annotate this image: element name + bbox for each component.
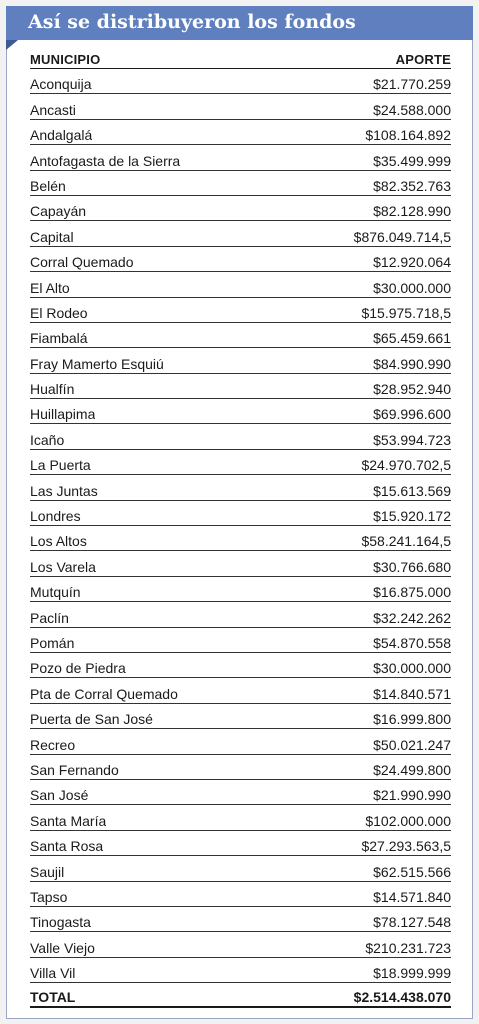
- aporte-cell: $21.770.259: [373, 76, 451, 93]
- aporte-cell: $53.994.723: [373, 431, 451, 448]
- table-row: [30, 348, 451, 373]
- aporte-cell: $16.875.000: [373, 584, 451, 601]
- municipio-cell: Villa Vil: [30, 965, 76, 982]
- table-row: [30, 171, 451, 196]
- aporte-cell: $876.049.714,5: [353, 228, 451, 245]
- municipio-cell: Huillapima: [30, 406, 96, 423]
- municipio-cell: Tinogasta: [30, 914, 91, 931]
- table-row: [30, 704, 451, 729]
- table-row: [30, 323, 451, 348]
- aporte-cell: $30.000.000: [373, 279, 451, 296]
- table-row: [30, 69, 451, 94]
- municipio-cell: Mutquín: [30, 584, 81, 601]
- table-row: [30, 501, 451, 526]
- municipio-cell: San Fernando: [30, 761, 119, 778]
- aporte-cell: $28.952.940: [373, 381, 451, 398]
- table-row: [30, 120, 451, 145]
- table-row: [30, 475, 451, 500]
- funds-table: [30, 49, 451, 1008]
- table-row: [30, 272, 451, 297]
- table-row: [30, 221, 451, 246]
- aporte-cell: $21.990.990: [373, 787, 451, 804]
- table-row: [30, 780, 451, 805]
- table-row: [30, 958, 451, 983]
- aporte-cell: $15.920.172: [373, 508, 451, 525]
- table-row: [30, 551, 451, 576]
- table-row: [30, 602, 451, 627]
- aporte-cell: $58.241.164,5: [361, 533, 451, 550]
- municipio-cell: Pozo de Piedra: [30, 660, 126, 677]
- municipio-cell: Capital: [30, 228, 74, 245]
- municipio-cell: Santa María: [30, 812, 107, 829]
- aporte-cell: $210.231.723: [365, 939, 451, 956]
- table-row: [30, 374, 451, 399]
- table-row: [30, 424, 451, 449]
- municipio-cell: La Puerta: [30, 457, 91, 474]
- aporte-cell: $15.975.718,5: [361, 304, 451, 321]
- municipio-cell: Andalgalá: [30, 127, 93, 144]
- municipio-cell: Tapso: [30, 888, 68, 905]
- municipio-cell: Los Altos: [30, 533, 87, 550]
- municipio-cell: Londres: [30, 508, 81, 525]
- table-total-row: [30, 983, 451, 1008]
- aporte-cell: $84.990.990: [373, 355, 451, 372]
- aporte-cell: $65.459.661: [373, 330, 451, 347]
- table-row: [30, 145, 451, 170]
- aporte-cell: $14.840.571: [373, 685, 451, 702]
- aporte-cell: $12.920.064: [373, 254, 451, 271]
- aporte-cell: $82.128.990: [373, 203, 451, 220]
- municipio-cell: Recreo: [30, 736, 76, 753]
- table-row: [30, 196, 451, 221]
- municipio-cell: Corral Quemado: [30, 254, 134, 271]
- table-row: [30, 399, 451, 424]
- municipio-cell: Aconquija: [30, 76, 92, 93]
- table-header-row: [30, 49, 451, 69]
- table-row: [30, 628, 451, 653]
- table-row: [30, 932, 451, 957]
- total-label: TOTAL: [30, 989, 76, 1006]
- aporte-cell: $15.613.569: [373, 482, 451, 499]
- aporte-cell: $62.515.566: [373, 863, 451, 880]
- table-body: [30, 69, 451, 983]
- municipio-cell: Las Juntas: [30, 482, 98, 499]
- municipio-cell: Los Varela: [30, 558, 96, 575]
- aporte-cell: $24.970.702,5: [361, 457, 451, 474]
- table-row: [30, 94, 451, 119]
- aporte-cell: $35.499.999: [373, 152, 451, 169]
- aporte-cell: $32.242.262: [373, 609, 451, 626]
- municipio-cell: Saujil: [30, 863, 65, 880]
- municipio-cell: Puerta de San José: [30, 711, 153, 728]
- aporte-cell: $27.293.563,5: [361, 838, 451, 855]
- aporte-cell: $16.999.800: [373, 711, 451, 728]
- municipio-cell: Antofagasta de la Sierra: [30, 152, 181, 169]
- title-fold-decoration: [6, 40, 18, 50]
- municipio-cell: Ancasti: [30, 101, 76, 118]
- table-row: [30, 678, 451, 703]
- municipio-cell: Pta de Corral Quemado: [30, 685, 178, 702]
- table-row: [30, 653, 451, 678]
- table-row: [30, 298, 451, 323]
- aporte-cell: $102.000.000: [365, 812, 451, 829]
- municipio-cell: Capayán: [30, 203, 87, 220]
- municipio-cell: Santa Rosa: [30, 838, 104, 855]
- table-row: [30, 450, 451, 475]
- municipio-cell: San José: [30, 787, 89, 804]
- table-row: [30, 805, 451, 830]
- aporte-cell: $24.499.800: [373, 761, 451, 778]
- aporte-cell: $78.127.548: [373, 914, 451, 931]
- table-row: [30, 831, 451, 856]
- aporte-cell: $50.021.247: [373, 736, 451, 753]
- table-row: [30, 856, 451, 881]
- municipio-cell: Pomán: [30, 634, 75, 651]
- table-row: [30, 577, 451, 602]
- table-row: [30, 247, 451, 272]
- municipio-cell: Belén: [30, 177, 66, 194]
- aporte-cell: $69.996.600: [373, 406, 451, 423]
- municipio-cell: Fray Mamerto Esquiú: [30, 355, 164, 372]
- table-row: [30, 907, 451, 932]
- municipio-cell: Paclín: [30, 609, 69, 626]
- aporte-cell: $108.164.892: [365, 127, 451, 144]
- municipio-cell: El Alto: [30, 279, 70, 296]
- table-row: [30, 755, 451, 780]
- aporte-cell: $30.766.680: [373, 558, 451, 575]
- municipio-cell: El Rodeo: [30, 304, 88, 321]
- aporte-cell: $82.352.763: [373, 177, 451, 194]
- table-row: [30, 882, 451, 907]
- aporte-cell: $18.999.999: [373, 965, 451, 982]
- column-header-aporte: APORTE: [395, 52, 451, 67]
- aporte-cell: $24.588.000: [373, 101, 451, 118]
- municipio-cell: Fiambalá: [30, 330, 88, 347]
- municipio-cell: Icaño: [30, 431, 65, 448]
- municipio-cell: Hualfín: [30, 381, 75, 398]
- aporte-cell: $14.571.840: [373, 888, 451, 905]
- total-value: $2.514.438.070: [353, 989, 451, 1006]
- aporte-cell: $54.870.558: [373, 634, 451, 651]
- aporte-cell: $30.000.000: [373, 660, 451, 677]
- chart-title: Así se distribuyeron los fondos: [28, 11, 356, 33]
- municipio-cell: Valle Viejo: [30, 939, 95, 956]
- table-row: [30, 729, 451, 754]
- column-header-municipio: MUNICIPIO: [30, 52, 101, 67]
- table-row: [30, 526, 451, 551]
